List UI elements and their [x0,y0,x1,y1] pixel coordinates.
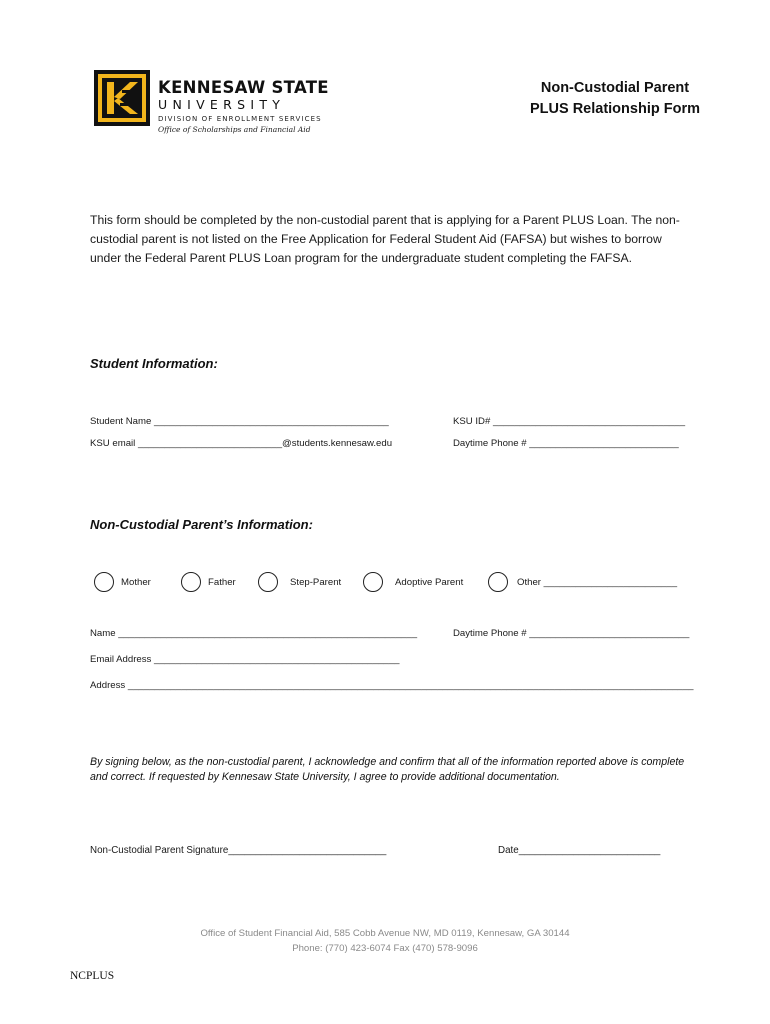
mother-label: Mother [121,577,151,588]
adoptive-parent-label: Adoptive Parent [395,577,464,588]
student-section-heading: Student Information: [90,356,218,371]
ksu-logo-icon [94,70,150,126]
form-title-line1: Non-Custodial Parent [540,80,690,96]
parent-section-heading: Non-Custodial Parent’s Information: [90,517,313,532]
attestation-text: By signing below, as the non-custodial parent, I acknowledge and confirm that all of the information reported above is complete and correct. If requested by Kennesaw State University, I agree to provide additional documentation. [90,756,685,783]
parent-name-field[interactable]: Name ________________________________________________________ [90,628,418,639]
form-title-line2: PLUS Relationship Form [530,101,700,117]
parent-address-field[interactable]: Address __________________________________________________________________________________________________________ [90,680,694,691]
parent-email-field[interactable]: Email Address ______________________________________________ [90,654,400,665]
step-parent-label: Step-Parent [290,577,342,588]
ksu-id-field[interactable]: KSU ID# ____________________________________ [453,416,686,427]
footer-address: Office of Student Financial Aid, 585 Cobb Avenue NW, MD 0119, Kennesaw, GA 30144 [200,928,570,939]
form-code: NCPLUS [70,970,115,982]
logo-division: DIVISION OF ENROLLMENT SERVICES [158,115,322,123]
logo-office: Office of Scholarships and Financial Aid [158,125,311,134]
adoptive-parent-radio[interactable] [363,572,383,592]
intro-paragraph: This form should be completed by the non-custodial parent that is applying for a Parent PLUS Loan. The non-custodial parent is not listed on the Free Application for Federal Student Aid (FAFSA) but wishes to borrow under the Federal Parent PLUS Loan program for the undergraduate student completing the FAFSA. [90,213,680,265]
logo-university: UNIVERSITY [158,97,286,112]
footer-contact: Phone: (770) 423-6074 Fax (470) 578-9096 [292,943,478,954]
signature-field[interactable]: Non-Custodial Parent Signature_____________________________ [90,845,387,856]
other-label[interactable]: Other _________________________ [517,577,678,588]
other-radio[interactable] [488,572,508,592]
logo-name: KENNESAW STATE [158,78,329,97]
ksu-email-field[interactable]: KSU email ___________________________@students.kennesaw.edu [90,438,393,449]
father-radio[interactable] [181,572,201,592]
student-phone-field[interactable]: Daytime Phone # ____________________________ [453,438,679,449]
date-field[interactable]: Date__________________________ [498,845,661,856]
father-label: Father [208,577,236,588]
step-parent-radio[interactable] [258,572,278,592]
mother-radio[interactable] [94,572,114,592]
parent-phone-field[interactable]: Daytime Phone # ______________________________ [453,628,690,639]
form-title [520,78,710,120]
student-name-field[interactable]: Student Name ____________________________________________ [90,416,389,427]
